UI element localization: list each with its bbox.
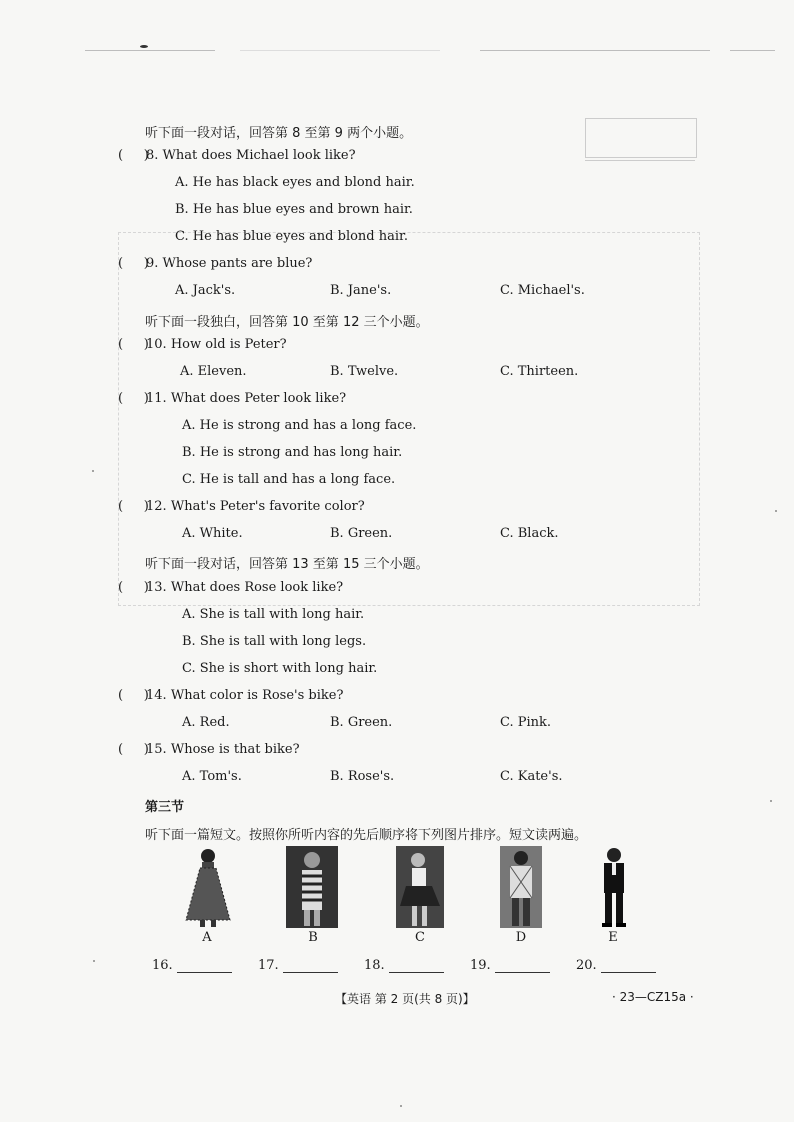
question-8 [118, 148, 356, 163]
page-footer: 【英语 第 2 页(共 8 页)】 [335, 992, 475, 1006]
answer-blank-18[interactable]: 18. [364, 958, 444, 973]
option-b: B. She is tall with long legs. [182, 634, 367, 649]
answer-bracket[interactable]: ( ) [118, 337, 149, 352]
option-c: C. She is short with long hair. [182, 661, 378, 676]
question-9 [118, 256, 312, 271]
option-a: A. Jack's. [175, 283, 236, 298]
scan-speck [400, 1105, 402, 1107]
question-prompt: Whose is that bike? [170, 742, 300, 757]
option-b: B. He is strong and has long hair. [182, 445, 403, 460]
option-b: B. Jane's. [330, 283, 392, 298]
option-c: C. Kate's. [500, 769, 563, 784]
answer-bracket[interactable]: ( ) [118, 688, 149, 703]
option-b: B. He has blue eyes and brown hair. [175, 202, 413, 217]
scan-speck [775, 510, 777, 512]
question-10 [118, 337, 287, 352]
option-b: B. Green. [330, 715, 393, 730]
scan-line [240, 50, 440, 51]
picture-label: D [515, 930, 527, 945]
option-a: A. Eleven. [180, 364, 247, 379]
question-number: 11. [146, 391, 167, 406]
section-instruction: 听下面一段独白，回答第 10 至第 12 三个小题。 [145, 315, 429, 330]
paper-code: · 23—CZ15a · [612, 990, 694, 1004]
answer-bracket[interactable]: ( ) [118, 148, 149, 163]
question-number: 12. [146, 499, 167, 514]
question-prompt: What color is Rose's bike? [170, 688, 344, 703]
option-a: A. She is tall with long hair. [182, 607, 365, 622]
question-number: 14. [146, 688, 167, 703]
scan-box-artifact [585, 118, 697, 158]
picture-label: B [308, 930, 318, 945]
question-prompt: What does Michael look like? [162, 148, 356, 163]
question-number: 9. [146, 256, 159, 271]
option-c: C. He has blue eyes and blond hair. [175, 229, 408, 244]
picture-label: C [415, 930, 425, 945]
scan-line [480, 50, 710, 51]
question-prompt: Whose pants are blue? [162, 256, 313, 271]
option-b: B. Twelve. [330, 364, 399, 379]
question-number: 8. [146, 148, 159, 163]
part-heading: 第三节 [145, 800, 185, 815]
scan-line [85, 50, 215, 51]
question-15 [118, 742, 300, 757]
option-a: A. He has black eyes and blond hair. [175, 175, 415, 190]
picture-b-child-striped [286, 846, 338, 928]
question-prompt: How old is Peter? [170, 337, 287, 352]
picture-d-boy-plaid [500, 846, 542, 928]
answer-blank-20[interactable]: 20. [576, 958, 656, 973]
picture-c-girl-skirt [396, 846, 444, 928]
section-instruction: 听下面一段对话，回答第 8 至第 9 两个小题。 [145, 126, 413, 141]
picture-label: A [202, 930, 212, 945]
answer-bracket[interactable]: ( ) [118, 256, 149, 271]
answer-bracket[interactable]: ( ) [118, 742, 149, 757]
scan-line [730, 50, 775, 51]
question-13 [118, 580, 343, 595]
option-c: C. Thirteen. [500, 364, 579, 379]
answer-bracket[interactable]: ( ) [118, 499, 149, 514]
picture-label: E [608, 930, 618, 945]
question-prompt: What does Rose look like? [170, 580, 344, 595]
option-c: C. Pink. [500, 715, 552, 730]
scan-speck [140, 45, 148, 48]
question-prompt: What does Peter look like? [170, 391, 347, 406]
picture-a-girl-dress [178, 846, 238, 928]
answer-blank-17[interactable]: 17. [258, 958, 338, 973]
question-11 [118, 391, 346, 406]
scan-speck [770, 800, 772, 802]
question-12 [118, 499, 365, 514]
option-c: C. Black. [500, 526, 559, 541]
option-b: B. Rose's. [330, 769, 395, 784]
option-b: B. Green. [330, 526, 393, 541]
option-a: A. Tom's. [182, 769, 242, 784]
question-prompt: What's Peter's favorite color? [170, 499, 365, 514]
scan-line [585, 160, 695, 161]
picture-e-boy-suit [596, 846, 632, 928]
option-a: A. Red. [182, 715, 230, 730]
part-instruction: 听下面一篇短文。按照你所听内容的先后顺序将下列图片排序。短文读两遍。 [145, 828, 588, 843]
answer-bracket[interactable]: ( ) [118, 391, 149, 406]
answer-bracket[interactable]: ( ) [118, 580, 149, 595]
scan-speck [92, 470, 94, 472]
question-number: 13. [146, 580, 167, 595]
answer-blank-16[interactable]: 16. [152, 958, 232, 973]
scan-speck [93, 960, 95, 962]
question-14 [118, 688, 343, 703]
option-a: A. White. [182, 526, 243, 541]
answer-blank-19[interactable]: 19. [470, 958, 550, 973]
option-c: C. Michael's. [500, 283, 585, 298]
option-c: C. He is tall and has a long face. [182, 472, 396, 487]
question-number: 15. [146, 742, 167, 757]
question-number: 10. [146, 337, 167, 352]
option-a: A. He is strong and has a long face. [182, 418, 417, 433]
section-instruction: 听下面一段对话，回答第 13 至第 15 三个小题。 [145, 557, 429, 572]
